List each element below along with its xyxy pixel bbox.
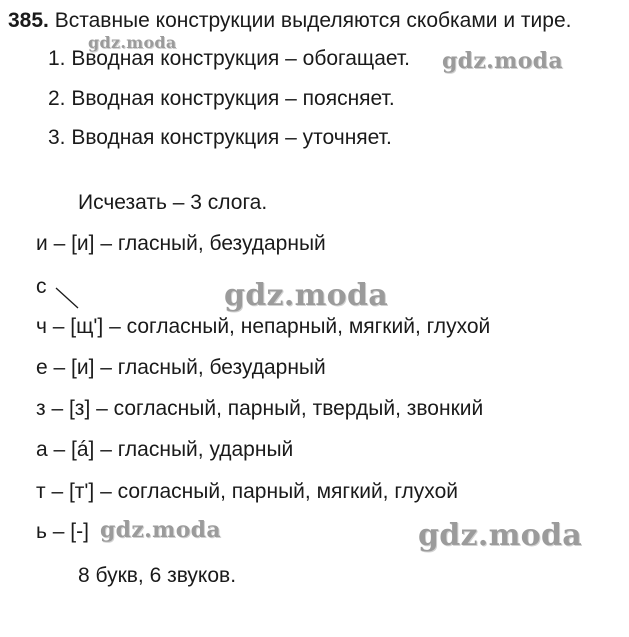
- exercise-heading: [8, 10, 571, 31]
- letter-analysis-line: а – [á] – гласный, ударный: [36, 438, 294, 461]
- list-item: 3. Вводная конструкция – уточняет.: [48, 126, 392, 149]
- letter-analysis-line: и – [и] – гласный, безударный: [36, 232, 326, 255]
- letter-analysis-line: с: [36, 275, 47, 298]
- list-item: 1. Вводная конструкция – обогащает.: [48, 47, 410, 70]
- watermark: gdz.moda: [88, 33, 177, 52]
- summary-line: 8 букв, 6 звуков.: [78, 564, 237, 587]
- exercise-number: 385.: [8, 9, 49, 32]
- watermark: gdz.moda: [442, 48, 563, 74]
- letter-analysis-line: ь – [-]: [36, 520, 89, 543]
- letter-analysis-line: т – [т'] – согласный, парный, мягкий, глухой: [36, 480, 458, 503]
- letter-analysis-line: е – [и] – гласный, безударный: [36, 356, 326, 379]
- strike-mark: [54, 286, 84, 312]
- watermark: gdz.moda: [418, 518, 583, 553]
- exercise-statement: Вставные конструкции выделяются скобками и тире.: [54, 9, 572, 32]
- letter-analysis-line: ч – [щ'] – согласный, непарный, мягкий, глухой: [36, 315, 491, 338]
- list-item: 2. Вводная конструкция – поясняет.: [48, 87, 395, 110]
- watermark: gdz.moda: [100, 517, 221, 543]
- watermark: gdz.moda: [224, 278, 389, 313]
- word-syllables-line: Исчезать – 3 слога.: [78, 191, 268, 214]
- letter-analysis-line: з – [з] – согласный, парный, твердый, звонкий: [36, 397, 484, 420]
